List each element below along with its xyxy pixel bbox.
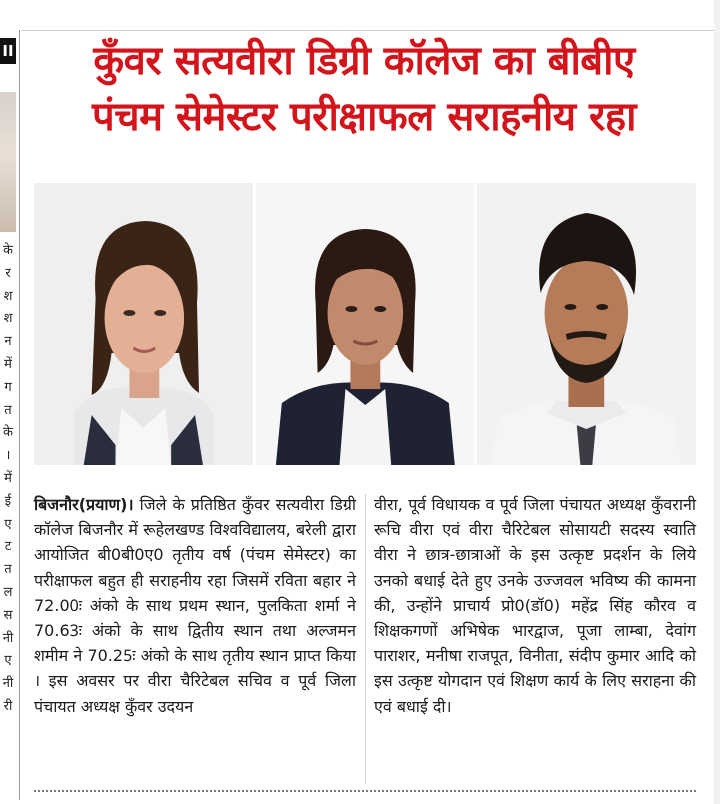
adjacent-char: । bbox=[5, 448, 11, 464]
adjacent-char: त bbox=[4, 402, 12, 418]
adjacent-char: ए bbox=[4, 653, 12, 669]
adjacent-char: के bbox=[3, 243, 13, 258]
article-text-1: जिले के प्रतिष्ठित कुँवर सत्यवीरा डिग्री कॉलेज बिजनौर में रूहेलखण्ड विश्वविद्यालय, बरेली द्वारा आयोजित बी0बी0ए0 तृतीय वर्ष (पंचम सेमेस्टर) का परीक्षाफल बहुत ही सराहनीय रहा जिसमें रविता बहार ने 72.00ः अंको के साथ प्रथम स्थान, पुलकिता शर्मा ने 70.63ः अंको के साथ द्वितीय स्थान तथा अल्जमन शमीम ने 70.25ः अंको के साथ तृतीय स्थान प्राप्त किया । इस अवसर पर वीरा चैरिटेबल सचिव व पूर्व जिला पंचायत अध्यक्ष कुँवर उदयन bbox=[34, 495, 357, 716]
adjacent-char: नी bbox=[2, 676, 14, 692]
bottom-dotted-rule bbox=[34, 790, 696, 792]
adjacent-char: में bbox=[4, 470, 12, 486]
adjacent-char: र bbox=[5, 265, 11, 281]
adjacent-char: के bbox=[3, 425, 13, 441]
adjacent-char: री bbox=[3, 698, 13, 714]
adjacent-tab: II bbox=[0, 38, 16, 64]
dateline: बिजनौर(प्रयाण)। bbox=[34, 495, 134, 514]
adjacent-char: ए bbox=[4, 516, 12, 532]
photo-row bbox=[34, 183, 696, 465]
article-text-2: वीरा, पूर्व विधायक व पूर्व जिला पंचायत अध्यक्ष कुँवरानी रूचि वीरा एवं वीरा चैरिटेबल सोसायटी सदस्य स्वाति वीरा ने छात्र-छात्राओं के इस उत्कृष्ट प्रदर्शन के लिये उनको बधाई देते हुए उनके उज्जवल भविष्य की कामना की, उन्होंने प्राचार्य प्रो0(डॉ0) महेंद्र सिंह कौरव व शिक्षकगणों अभिषेक भारद्वाज, पूजा लाम्बा, देवांग पाराशर, मनीषा राजपूत, विनीता, संदीप कुमार आदि को इस उत्कृष्ट योगदान एवं शिक्षण कार्य के लिए सराहना की एवं बधाई दी। bbox=[374, 495, 696, 716]
adjacent-char: में bbox=[4, 356, 12, 372]
adjacent-char: नी bbox=[2, 630, 14, 646]
page-edge bbox=[714, 0, 720, 804]
adjacent-article-strip bbox=[0, 0, 22, 804]
article-column-1 bbox=[34, 492, 356, 719]
adjacent-char: श bbox=[3, 288, 13, 304]
adjacent-char: ल bbox=[3, 584, 13, 600]
adjacent-char: त bbox=[4, 562, 12, 578]
adjacent-char: श bbox=[3, 311, 13, 327]
student-photo-1 bbox=[34, 183, 253, 465]
article-column-2 bbox=[374, 492, 696, 719]
student-photo-2 bbox=[256, 183, 475, 465]
adjacent-char: ई bbox=[4, 493, 12, 509]
adjacent-char: स bbox=[3, 607, 13, 623]
top-rule bbox=[22, 30, 720, 31]
column-rule bbox=[19, 30, 20, 800]
headline-line-1: कुँवर सत्यवीरा डिग्री कॉलेज का बीबीए bbox=[93, 38, 635, 84]
adjacent-photo-fragment bbox=[0, 92, 16, 232]
adjacent-char: ट bbox=[4, 539, 12, 555]
adjacent-char: ग bbox=[4, 379, 12, 395]
adjacent-char: न bbox=[4, 334, 12, 350]
student-photo-3 bbox=[477, 183, 696, 465]
headline-line-2: पंचम सेमेस्टर परीक्षाफल सराहनीय रहा bbox=[92, 94, 636, 140]
adjacent-text-fragment bbox=[0, 240, 16, 719]
headline bbox=[28, 34, 700, 146]
column-separator bbox=[365, 494, 366, 784]
